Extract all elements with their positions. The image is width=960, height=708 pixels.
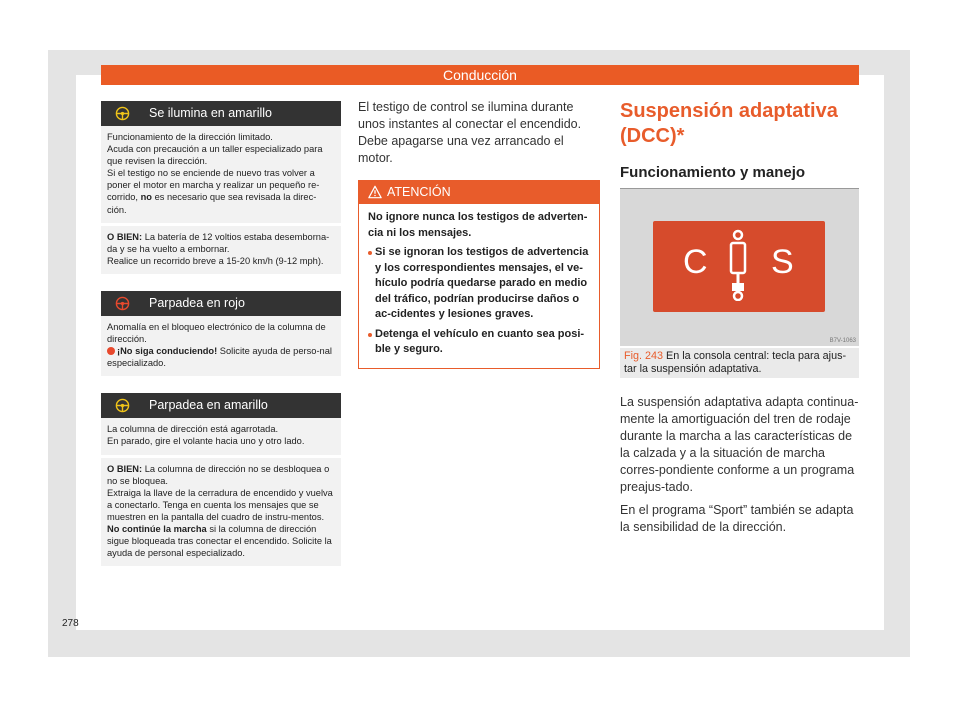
text-block: es necesario que sea revisada la direc-ción.	[107, 192, 317, 215]
shock-absorber-icon	[723, 229, 753, 301]
warning-body	[359, 204, 599, 368]
bold-text: O BIEN:	[107, 231, 143, 242]
intro-paragraph: El testigo de control se ilumina durante unos instantes al conectar el encendido. Debe apagarse una vez arrancado el motor.	[358, 100, 582, 165]
bold-text: No continúe la marcha	[107, 523, 207, 534]
paragraph: En el programa “Sport” también se adapta la sensibilidad de la dirección.	[620, 503, 854, 534]
figure-label: Fig. 243	[624, 350, 664, 362]
bold-text: O BIEN:	[107, 463, 143, 474]
text-block: La columna de dirección no se desbloquea o no se bloquea. Extraiga la llave de la cerradura de encendido y vuelva a conectarlo. Tenga en cuenta los mensajes que se muestren en la pantalla del cuadro de instru-mentos.	[107, 463, 333, 522]
middle-column	[358, 99, 600, 369]
section-header-red-blink	[101, 291, 341, 316]
chapter-header: Conducción	[101, 65, 859, 85]
warning-title: ATENCIÓN	[387, 185, 451, 199]
warning-triangle-icon	[368, 185, 382, 199]
section-text-box	[101, 418, 341, 455]
warning-header	[359, 181, 599, 204]
caption-text: En la consola central: tecla para ajus-tar la suspensión adaptativa.	[624, 350, 847, 375]
bold-text: ¡No siga conduciendo!	[117, 346, 218, 357]
warning-list	[368, 245, 591, 358]
steering-wheel-icon	[115, 398, 130, 413]
section-header-yellow-blink	[101, 393, 341, 418]
button-label-c: C	[683, 243, 708, 281]
text-block: Funcionamiento de la dirección limitado. Acuda con precaución a un taller especializado para que revisen la dirección. Si el testigo no se enciende de nuevo tras volver a poner el motor en marcha y realizar un pequeño re-corrido,	[107, 132, 323, 203]
warning-box	[358, 180, 600, 369]
section-title: Parpadea en amarillo	[149, 398, 268, 413]
steering-wheel-icon	[115, 106, 130, 121]
text-block: La columna de dirección está agarrotada. En parado, gire el volante hacia uno y otro lado.	[107, 424, 305, 447]
warning-lead: No ignore nunca los testigos de adverten-cia ni los mensajes.	[368, 211, 588, 239]
figure-caption	[620, 348, 859, 378]
section-title: Parpadea en rojo	[149, 295, 245, 310]
text-block: Anomalía en el bloqueo electrónico de la columna de dirección.	[107, 321, 326, 345]
section-title: Se ilumina en amarillo	[149, 106, 272, 120]
text-block: si la columna de dirección sigue bloqueada tras conectar el encendido. Solicite la ayuda de personal especializado.	[107, 523, 332, 559]
text-block: La batería de 12 voltios estaba desemborna-da y se ha vuelto a embornar. Realice un recorrido breve a 15-20 km/h (9-12 mph).	[107, 231, 330, 266]
section-title: Suspensión adaptativa (DCC)*	[620, 100, 838, 147]
subsection-title: Funcionamiento y manejo	[620, 163, 859, 189]
page-number: 278	[62, 618, 79, 629]
button-label-s: S	[771, 243, 794, 281]
bold-text: no	[140, 192, 152, 203]
section-text-box	[101, 456, 341, 568]
right-column	[620, 99, 859, 534]
warning-item: Si se ignoran los testigos de advertencia y los correspondientes mensajes, el ve-hículo podría quedarse parado en medio del tráfico, podrían producirse daños o ac-cidentes y lesiones graves.	[368, 245, 591, 323]
section-text-box	[101, 316, 341, 377]
warning-item: Detenga el vehículo en cuanto sea posi-ble y seguro.	[368, 327, 591, 358]
section-header-yellow-on	[101, 101, 341, 126]
image-code: B7V-1063	[829, 338, 856, 344]
stop-icon	[107, 347, 115, 355]
paragraph: La suspensión adaptativa adapta continua-mente la amortiguación del tren de rodaje durante la marcha a las características de la calzada y a la situación de marcha corres-pondiente conforme a un programa preajus-tado.	[620, 395, 859, 494]
figure-image	[620, 189, 859, 346]
steering-wheel-icon	[115, 296, 130, 311]
section-text-box	[101, 224, 341, 275]
indicator-table	[101, 101, 341, 567]
text-block: Solicite ayuda de perso-nal especializado.	[107, 346, 332, 369]
body-text	[620, 394, 859, 542]
dcc-button	[653, 221, 825, 312]
section-text-box	[101, 126, 341, 224]
